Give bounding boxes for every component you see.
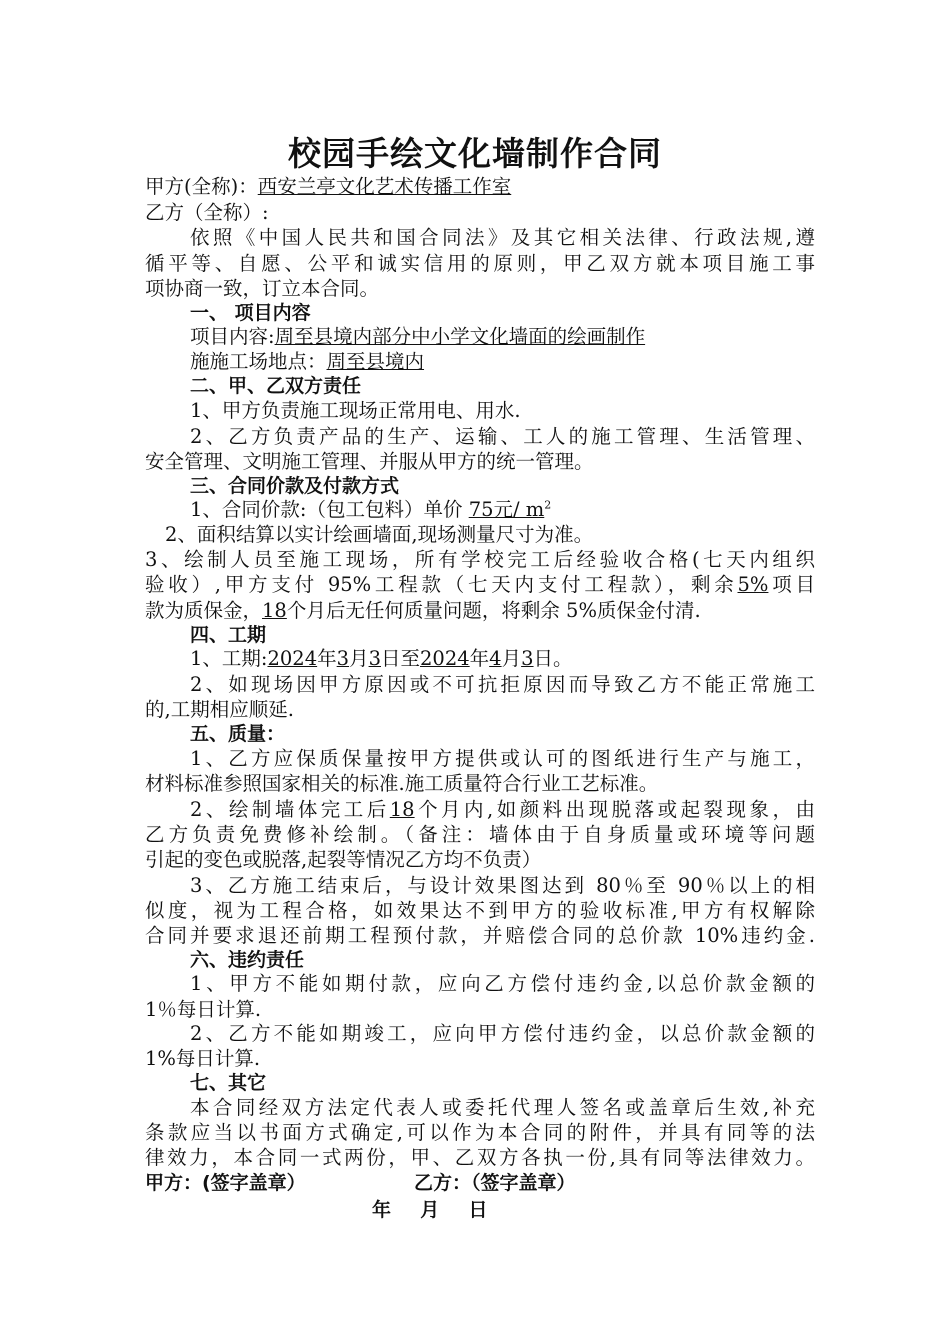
project-content-value: 周至县境内部分中小学文化墙面的绘画制作 xyxy=(274,325,646,348)
s3-retention: 5% xyxy=(737,573,769,596)
s7-line-3: 律效力，本合同一式两份，甲、乙双方各执一份,具有同等法律效力。 xyxy=(145,1146,815,1169)
s3-price-label: 1、合同价款:（包工包料）单价 xyxy=(190,498,463,521)
s4-start-month: 3 xyxy=(336,647,350,670)
party-a-signature: 甲方：(签字盖章） xyxy=(145,1172,306,1194)
s4-day-end-text: 日。 xyxy=(533,647,573,670)
s3-line-2: 2、面积结算以实计绘画墙面,现场测量尺寸为准。 xyxy=(165,523,594,546)
party-b-line: 乙方（全称）: xyxy=(145,201,269,224)
s4-period-label: 1、工期: xyxy=(190,647,268,670)
project-content-label: 项目内容: xyxy=(190,325,275,348)
s4-month-text: 月 xyxy=(349,647,369,670)
s3-line-3b xyxy=(145,572,815,598)
s5-line-2a xyxy=(190,797,815,823)
site-line xyxy=(190,349,815,375)
s3-l3c-post: 个月后无任何质量问题，将剩余 5%质保金付清. xyxy=(286,599,701,622)
s5-l2a-post: 个月内,如颜料出现脱落或起裂现象，由 xyxy=(414,798,815,821)
s3-months: 18 xyxy=(262,599,287,622)
s3-line-3a: 3、绘制人员至施工现场，所有学校完工后经验收合格(七天内组织 xyxy=(145,548,815,571)
s3-l3b-post: 项目 xyxy=(768,573,815,596)
s4-start-day: 3 xyxy=(368,647,381,670)
s4-month-text-2: 月 xyxy=(501,647,522,670)
s4-line-1 xyxy=(190,646,815,672)
section-6-heading: 六、违约责任 xyxy=(190,949,305,971)
s4-end-month: 4 xyxy=(489,647,502,670)
party-b-signature: 乙方：（签字盖章） xyxy=(414,1172,576,1194)
intro-line-3: 项协商一致，订立本合同。 xyxy=(145,277,380,300)
section-3-heading: 三、合同价款及付款方式 xyxy=(190,475,400,497)
party-a-label: 甲方(全称)： xyxy=(145,175,258,198)
s6-line-1a: 1、甲方不能如期付款，应向乙方偿付违约金,以总价款金额的 xyxy=(190,972,815,995)
s5-line-2c: 引起的变色或脱落,起裂等情况乙方均不负责） xyxy=(145,848,542,871)
site-label: 施施工场地点： xyxy=(190,350,327,373)
s3-l3b-pre: 验收）,甲方支付 95%工程款（七天内支付工程款），剩余 xyxy=(145,573,738,596)
s5-line-1a: 1、乙方应保质保量按甲方提供或认可的图纸进行生产与施工， xyxy=(190,747,815,770)
s3-line-3c xyxy=(145,598,815,624)
section-4-heading: 四、工期 xyxy=(190,624,267,646)
s6-line-1b: 1％每日计算. xyxy=(145,998,262,1021)
s3-price-unit-sup: 2 xyxy=(544,498,552,512)
party-a-line xyxy=(145,174,815,200)
party-a-name: 西安兰亭文化艺术传播工作室 xyxy=(257,175,512,198)
section-5-heading: 五、质量： xyxy=(190,723,286,745)
s7-line-1: 本合同经双方法定代表人或委托代理人签名或盖章后生效,补充 xyxy=(190,1096,815,1119)
intro-line-1: 依照《中国人民共和国合同法》及其它相关法律、行政法规,遵 xyxy=(190,226,815,249)
s6-line-2a: 2、乙方不能如期竣工，应向甲方偿付违约金，以总价款金额的 xyxy=(190,1022,815,1045)
s4-to-text: 日至 xyxy=(381,647,421,670)
s2-line-2a: 2、乙方负责产品的生产、运输、工人的施工管理、生活管理、 xyxy=(190,425,815,448)
section-7-heading: 七、其它 xyxy=(190,1072,267,1094)
s2-line-1: 1、甲方负责施工现场正常用电、用水. xyxy=(190,399,521,422)
section-2-heading: 二、甲、乙双方责任 xyxy=(190,375,362,397)
s4-year-text: 年 xyxy=(317,647,337,670)
s3-l3c-pre: 款为质保金， xyxy=(145,599,263,622)
s4-line-2a: 2、如现场因甲方原因或不可抗拒原因而导致乙方不能正常施工 xyxy=(190,673,815,696)
s4-line-2b: 的,工期相应顺延. xyxy=(145,698,294,721)
s5-line-3b: 似度，视为工程合格，如效果达不到甲方的验收标准,甲方有权解除 xyxy=(145,899,815,922)
s5-l2a-pre: 2、绘制墙体完工后 xyxy=(190,798,390,821)
s5-line-1b: 材料标准参照国家相关的标准.施工质量符合行业工艺标准。 xyxy=(145,772,659,795)
section-1-heading: 一、 项目内容 xyxy=(190,302,311,324)
s4-start-year: 2024 xyxy=(267,647,318,670)
s3-price-unit: 元/ m xyxy=(493,498,545,521)
s7-line-2: 条款应当以书面方式确定,可以作为本合同的附件，并具有同等的法 xyxy=(145,1121,815,1144)
s3-line-1 xyxy=(190,497,815,523)
s4-year-text-2: 年 xyxy=(469,647,490,670)
s4-end-year: 2024 xyxy=(420,647,470,670)
signature-date: 年 月 日 xyxy=(372,1199,488,1221)
s5-l2a-num: 18 xyxy=(389,798,415,821)
site-value: 周至县境内 xyxy=(326,350,425,373)
s2-line-2b: 安全管理、文明施工管理、并服从甲方的统一管理。 xyxy=(145,450,594,473)
s3-price-value: 75 xyxy=(468,498,494,521)
s4-end-day: 3 xyxy=(521,647,534,670)
document-title: 校园手绘文化墙制作合同 xyxy=(288,134,662,173)
s6-line-2b: 1%每日计算. xyxy=(145,1047,261,1070)
project-content-line xyxy=(190,324,815,350)
s5-line-3a: 3、乙方施工结束后，与设计效果图达到 80％至 90％以上的相 xyxy=(190,874,815,897)
intro-line-2: 循平等、自愿、公平和诚实信用的原则，甲乙双方就本项目施工事 xyxy=(145,252,815,275)
s5-line-2b: 乙方负责免费修补绘制。（备注：墙体由于自身质量或环境等问题 xyxy=(145,823,815,846)
s5-line-3c: 合同并要求退还前期工程预付款，并赔偿合同的总价款 10%违约金. xyxy=(145,924,815,947)
